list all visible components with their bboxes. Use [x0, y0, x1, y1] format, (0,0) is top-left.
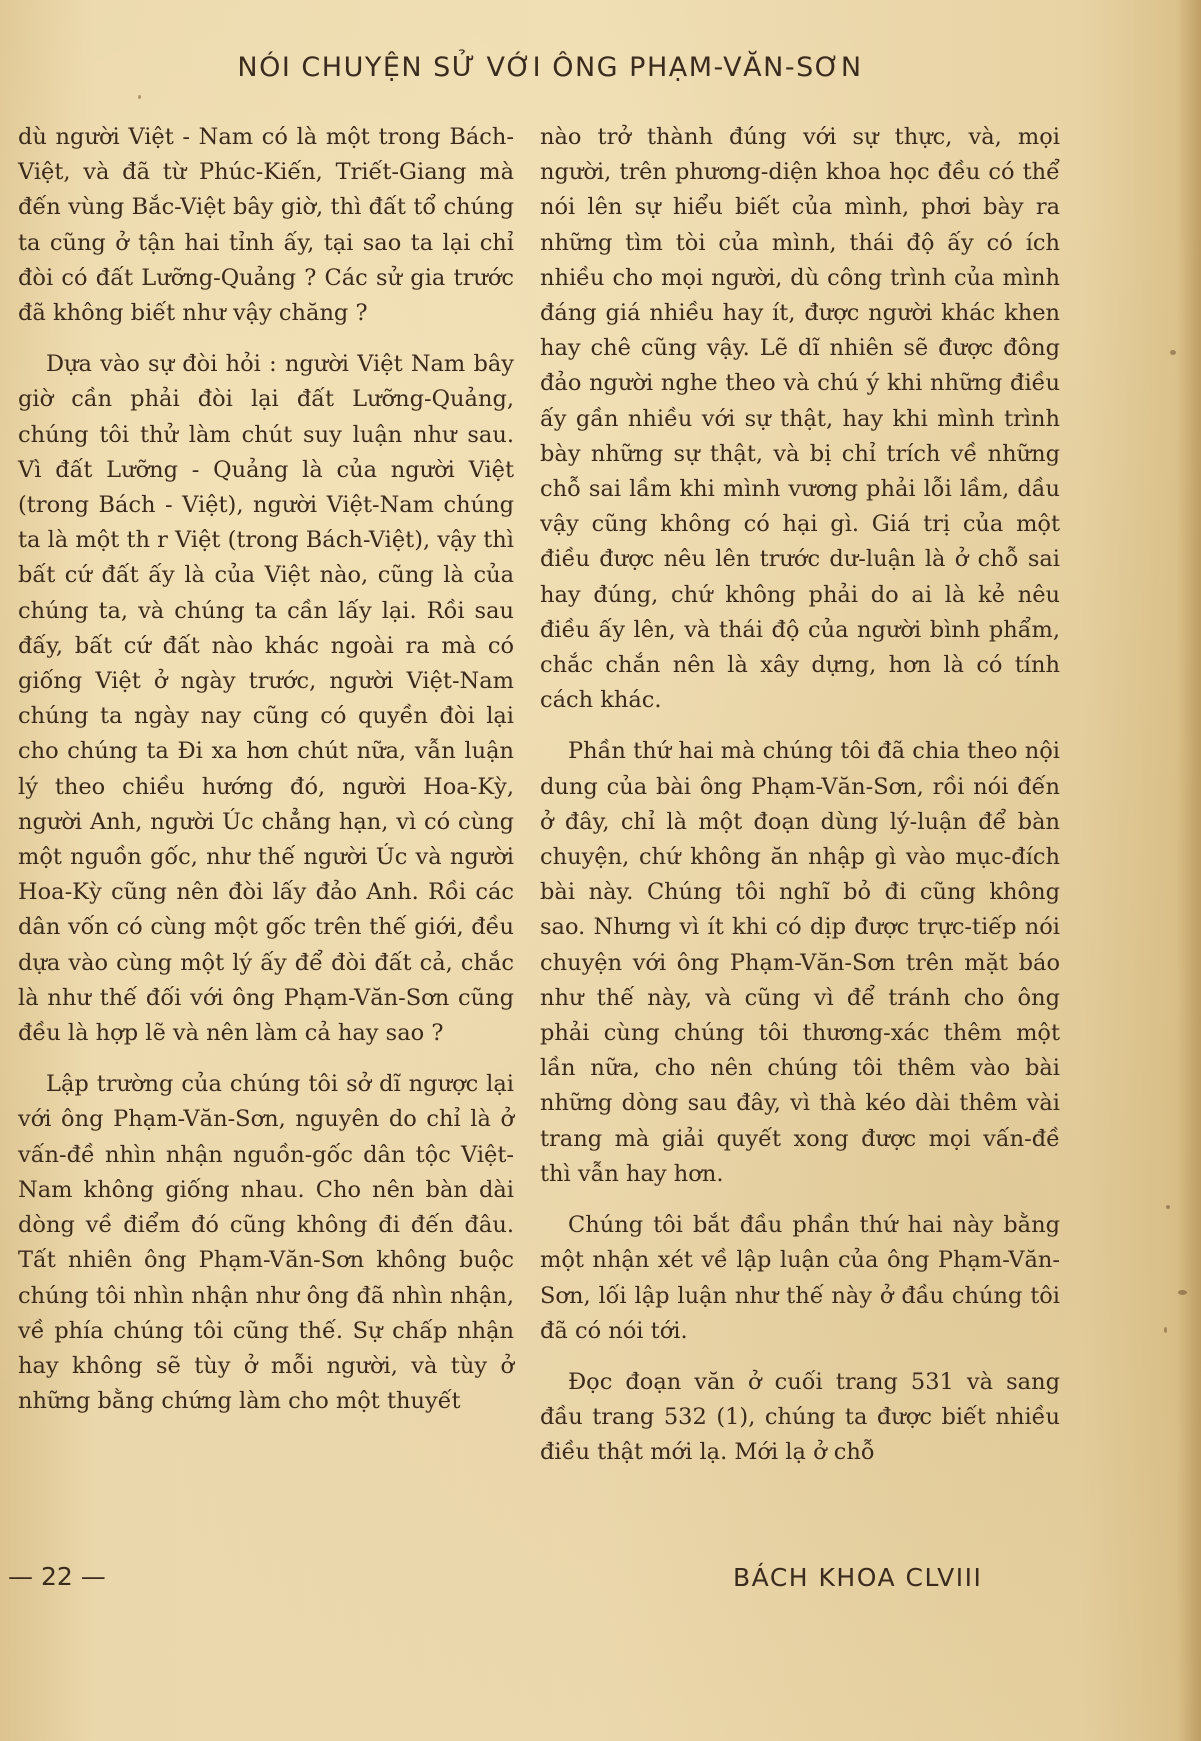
- paragraph: Đọc đoạn văn ở cuối trang 531 và sang đầu trang 532 (1), chúng ta được biết nhiều điều thật mới lạ. Mới lạ ở chỗ: [540, 1368, 1060, 1466]
- paragraph: Dựa vào sự đòi hỏi : người Việt Nam bây giờ cần phải đòi lại đất Lưỡng-Quảng, chúng tôi thử làm chút suy luận như sau. Vì đất Lưỡng - Quảng là của người Việt (trong Bách - Việt), người Việt-Nam chúng ta là một th r Việt (trong Bách-Việt), vậy thì bất cứ đất ấy là của Việt nào, cũng là của chúng ta, và chúng ta cần lấy lại. Rồi sau đấy, bất cứ đất nào khác ngoài ra mà có giống Việt ở ngày trước, người Việt-Nam chúng ta ngày nay cũng có quyền đòi lại cho chúng ta Đi xa hơn chút nữa, vẫn luận lý theo chiều hướng đó, người Hoa-Kỳ, người Anh, người Úc chẳng hạn, vì có cùng một nguồn gốc, như thế người Úc và người Hoa-Kỳ cũng nên đòi lấy đảo Anh. Rồi các dân vốn có cùng một gốc trên thế giới, đều dựa vào cùng một lý ấy để đòi đất cả, chắc là như thế đối với ông Phạm-Văn-Sơn cũng đều là hợp lẽ và nên làm cả hay sao ?: [18, 351, 514, 1047]
- ink-speck: [1178, 1290, 1187, 1295]
- page-edge-shadow: [1177, 0, 1201, 1741]
- magazine-issue: BÁCH KHOA CLVIII: [733, 1563, 983, 1592]
- paragraph: dù người Việt - Nam có là một trong Bách-Việt, và đã từ Phúc-Kiến, Triết-Giang mà đến vùng Bắc-Việt bây giờ, thì đất tổ chúng ta cũng ở tận hai tỉnh ấy, tại sao ta lại chỉ đòi có đất Lưỡng-Quảng ? Các sử gia trước đã không biết như vậy chăng ?: [18, 124, 514, 327]
- ink-speck: [1164, 1327, 1167, 1333]
- paragraph: nào trở thành đúng với sự thực, và, mọi người, trên phương-diện khoa học đều có thể nói lên sự hiểu biết của mình, phơi bày ra những tìm tòi của mình, thái độ ấy có ích nhiều cho mọi người, dù công trình của mình đáng giá nhiều hay ít, được người khác khen hay chê cũng vậy. Lẽ dĩ nhiên sẽ được đông đảo người nghe theo và chú ý khi những điều ấy gần nhiều với sự thật, hay khi mình trình bày những sự thật, và bị chỉ trích về những chỗ sai lầm khi mình vương phải lỗi lầm, dầu vậy cũng không có hại gì. Giá trị của một điều được nêu lên trước dư-luận là ở chỗ sai hay đúng, chứ không phải do ai là kẻ nêu điều ấy lên, và thái độ của người bình phẩm, chắc chắn nên là xây dựng, hơn là có tính cách khác.: [540, 124, 1060, 714]
- ink-speck: [138, 95, 141, 99]
- ink-speck: [1170, 350, 1176, 355]
- right-column: [540, 120, 1060, 1471]
- running-title: NÓI CHUYỆN SỬ VỚI ÔNG PHẠM-VĂN-SƠN: [237, 52, 863, 83]
- ink-speck: [1166, 1205, 1170, 1209]
- paragraph: Chúng tôi bắt đầu phần thứ hai này bằng một nhận xét về lập luận của ông Phạm-Văn-Sơn, lối lập luận như thế này ở đầu chúng tôi đã có nói tới.: [540, 1212, 1060, 1344]
- page-number: — 22 —: [8, 1562, 106, 1591]
- paragraph: Phần thứ hai mà chúng tôi đã chia theo nội dung của bài ông Phạm-Văn-Sơn, rồi nói đến ở đây, chỉ là một đoạn dùng lý-luận để bàn chuyện, chứ không ăn nhập gì vào mục-đích bài này. Chúng tôi nghĩ bỏ đi cũng không sao. Nhưng vì ít khi có dịp được trực-tiếp nói chuyện với ông Phạm-Văn-Sơn trên mặt báo như thế này, và cũng vì để tránh cho ông phải cùng chúng tôi thương-xác thêm một lần nữa, cho nên chúng tôi thêm vào bài những dòng sau đây, vì thà kéo dài thêm vài trang mà giải quyết xong được mọi vấn-đề thì vẫn hay hơn.: [540, 738, 1060, 1187]
- left-column: [18, 120, 514, 1419]
- paragraph: Lập trường của chúng tôi sở dĩ ngược lại với ông Phạm-Văn-Sơn, nguyên do chỉ là ở vấn-đề nhìn nhận nguồn-gốc dân tộc Việt-Nam không giống nhau. Cho nên bàn dài dòng về điểm đó cũng không đi đến đâu. Tất nhiên ông Phạm-Văn-Sơn không buộc chúng tôi nhìn nhận như ông đã nhìn nhận, về phía chúng tôi cũng thế. Sự chấp nhận hay không sẽ tùy ở mỗi người, và tùy ở những bằng chứng làm cho một thuyết: [18, 1071, 514, 1415]
